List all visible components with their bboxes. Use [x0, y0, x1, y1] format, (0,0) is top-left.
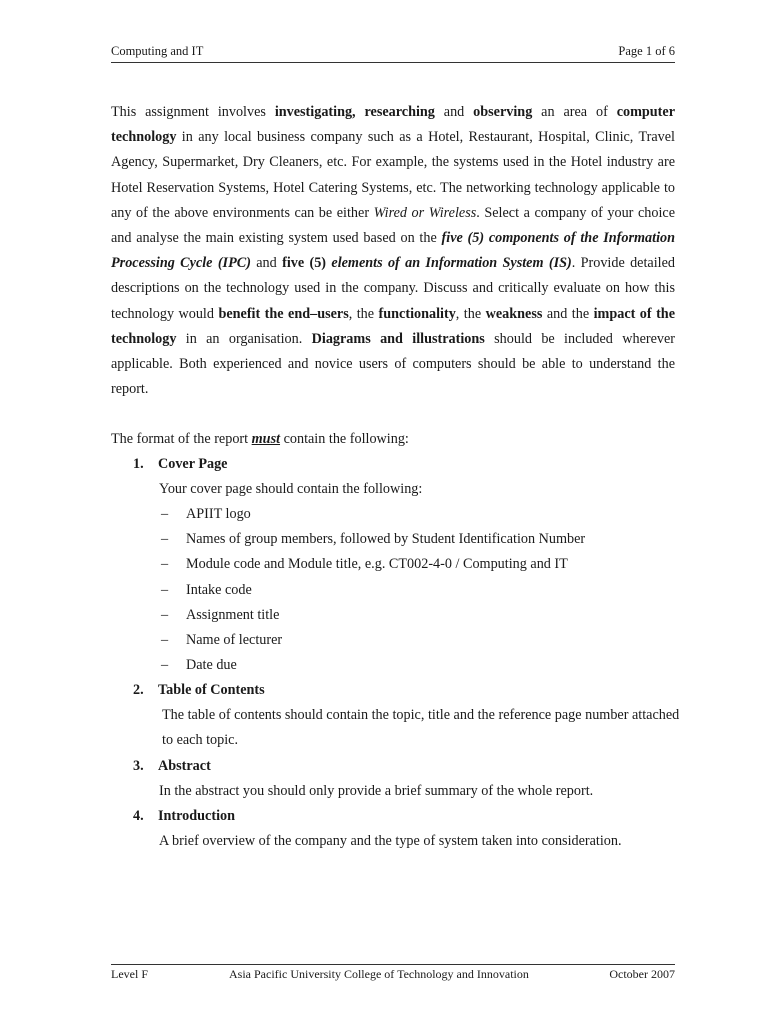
section-table-of-contents-heading: 2. Table of Contents [133, 682, 265, 698]
cover-page-bullet-list [159, 502, 679, 678]
section-abstract-heading: 3. Abstract [133, 758, 211, 774]
section-introduction-text: A brief overview of the company and the type of system taken into consideration. [159, 833, 622, 849]
list-item: – Date due [161, 657, 237, 674]
page-header [111, 44, 675, 63]
page-footer [111, 964, 675, 985]
list-item: – Assignment title [161, 606, 280, 623]
list-item: – Intake code [161, 581, 252, 598]
must-emphasis: must [251, 431, 281, 447]
list-item: – Name of lecturer [161, 632, 283, 649]
section-abstract-text: In the abstract you should only provide a brief summary of the whole report. [159, 783, 594, 799]
footer-institution: Asia Pacific University College of Technology and Innovation [229, 967, 529, 981]
header-module-title: Computing and IT [111, 44, 204, 58]
section-table-of-contents-text: The table of contents should contain the topic, title and the reference page number attached to each topic. [162, 707, 680, 749]
list-item: – Module code and Module title, e.g. CT002-4-0 / Computing and IT [161, 556, 568, 573]
section-introduction-heading: 4. Introduction [133, 808, 235, 824]
footer-level: Level F [111, 967, 148, 981]
footer-date: October 2007 [609, 967, 675, 981]
intro-paragraph: This assignment involves investigating, researching and observing an area of computer technology in any local business company such as a Hotel, Restaurant, Hospital, Clinic, Travel Agency, Supermarket, Dry Cleaners, etc. For example, the systems used in the Hotel industry are Hotel Reservation Systems, Hotel Catering Systems, etc. The networking technology applicable to any of the above environments can be either Wired or Wireless. Select a company of your choice and analyse the main existing system used based on the five (5) components of the Information Processing Cycle (IPC) and five (5) elements of an Information System (IS). Provide detailed descriptions on the technology used in the company. Discuss and critically evaluate on how this technology would benefit the end–users, the functionality, the weakness and the impact of the technology in an organisation. Diagrams and illustrations should be included wherever applicable. Both experienced and novice users of computers should be able to understand the report. [111, 104, 676, 398]
section-cover-page-heading: 1. Cover Page [133, 456, 228, 472]
format-intro: The format of the report must contain the following: [111, 431, 409, 447]
header-page-number: Page 1 of 6 [618, 44, 675, 58]
section-cover-page-text: Your cover page should contain the following: [159, 481, 423, 497]
list-item: – Names of group members, followed by Student Identification Number [161, 531, 586, 548]
list-item: – APIIT logo [161, 506, 251, 522]
